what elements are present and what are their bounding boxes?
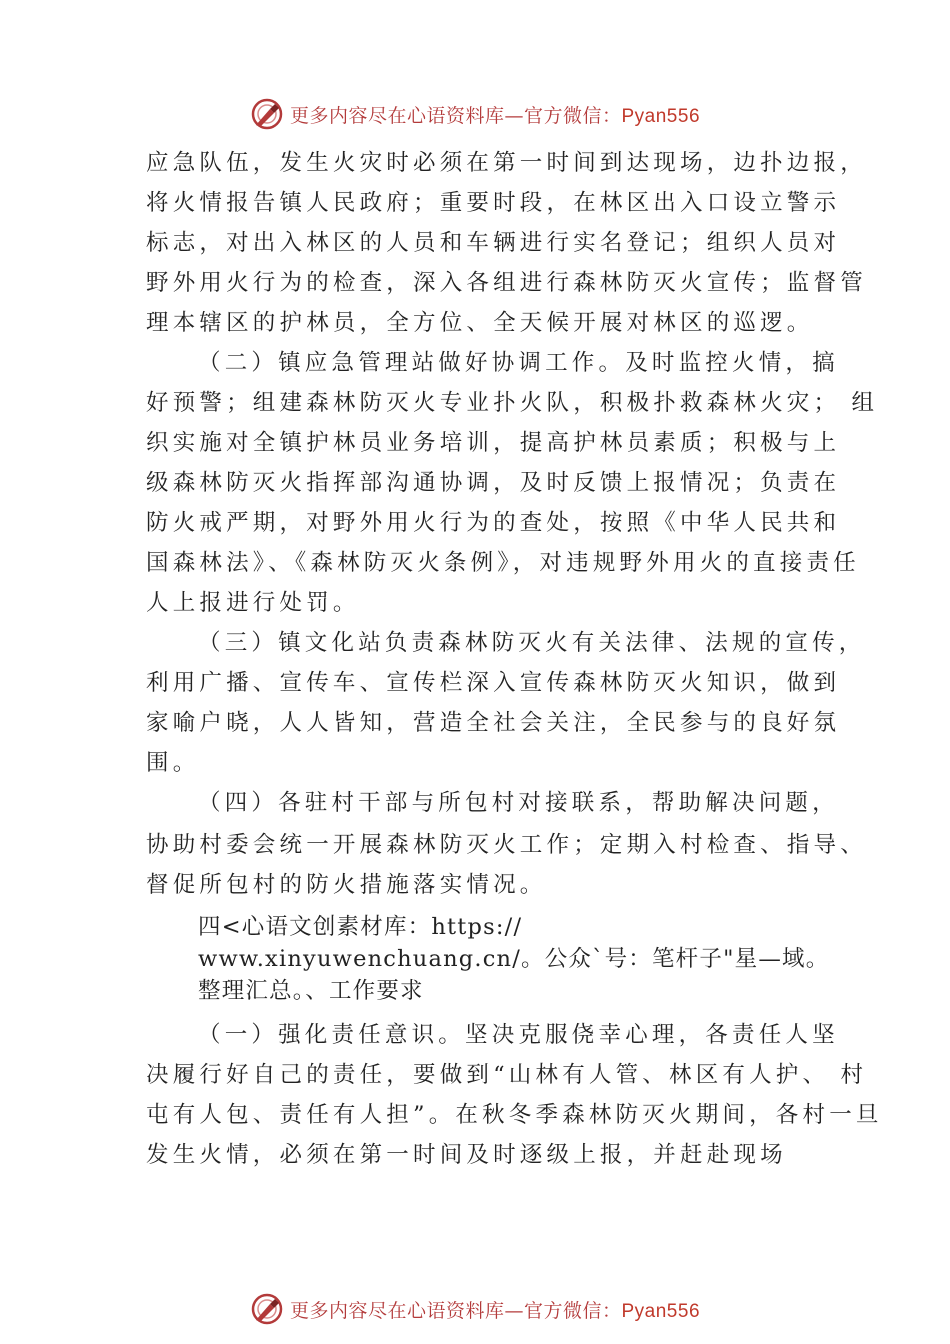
- footer-wechat-id: Pyan556: [621, 1300, 701, 1322]
- body-line: 利用广播、宣传车、宣传栏深入宣传森林防灭火知识，做到: [146, 670, 841, 696]
- body-line: 家喻户晓，人人皆知，营造全社会关注，全民参与的良好氛: [146, 710, 841, 736]
- body-line: 国森林法》、《森林防灭火条例》，对违规野外用火的直接责任: [146, 550, 860, 576]
- body-line: 协助村委会统一开展森林防灭火工作；定期入村检查、指导、: [146, 832, 867, 858]
- body-line: （三）镇文化站负责森林防灭火有关法律、法规的宣传，: [198, 630, 866, 656]
- body-line: www.xinyuwenchuang.cn/。公众`号：笔杆子"星—域。: [198, 946, 830, 972]
- body-line: 督促所包村的防火措施落实情况。: [146, 872, 547, 898]
- body-line: 决履行好自己的责任，要做到“山林有人管、林区有人护、 村: [146, 1062, 868, 1088]
- pen-nib-logo-icon: [250, 97, 284, 131]
- header-banner: [0, 96, 950, 132]
- body-line: 好预警；组建森林防灭火专业扑火队，积极扑救森林火灾； 组: [146, 390, 879, 416]
- body-line: 四<心语文创素材库：https://: [198, 914, 523, 940]
- body-line: 织实施对全镇护林员业务培训，提高护林员素质；积极与上: [146, 430, 841, 456]
- body-line: 整理汇总。、工作要求: [198, 978, 424, 1004]
- body-line: 野外用火行为的检查，深入各组进行森林防灭火宣传；监督管: [146, 270, 867, 296]
- body-line: 标志，对出入林区的人员和车辆进行实名登记；组织人员对: [146, 230, 841, 256]
- footer-banner-text: 更多内容尽在心语资料库—官方微信：Pyan556: [289, 1299, 701, 1322]
- body-line: 人上报进行处罚。: [146, 590, 360, 616]
- body-line: 将火情报告镇人民政府；重要时段，在林区出入口设立警示: [146, 190, 841, 216]
- body-line: （四）各驻村干部与所包村对接联系，帮助解决问题，: [198, 790, 839, 816]
- pen-nib-logo-icon: [250, 1292, 284, 1326]
- body-line: 屯有人包、责任有人担”。在秋冬季森林防灭火期间，各村一旦: [146, 1102, 883, 1128]
- body-line: （一）强化责任意识。坚决克服侥幸心理，各责任人坚: [198, 1022, 839, 1048]
- body-line: 应急队伍，发生火灾时必须在第一时间到达现场，边扑边报，: [146, 150, 867, 176]
- body-line: 防火戒严期，对野外用火行为的查处，按照《中华人民共和: [146, 510, 841, 536]
- body-line: 级森林防灭火指挥部沟通协调，及时反馈上报情况；负责在: [146, 470, 841, 496]
- body-line: 理本辖区的护林员，全方位、全天候开展对林区的巡逻。: [146, 310, 814, 336]
- body-line: 围。: [146, 750, 200, 776]
- body-line: （二）镇应急管理站做好协调工作。及时监控火情，搞: [198, 350, 839, 376]
- body-line: 发生火情，必须在第一时间及时逐级上报，并赶赴现场: [146, 1142, 787, 1168]
- header-banner-text: 更多内容尽在心语资料库—官方微信：Pyan556: [289, 104, 701, 127]
- footer-banner: [0, 1291, 950, 1327]
- header-wechat-id: Pyan556: [621, 105, 701, 127]
